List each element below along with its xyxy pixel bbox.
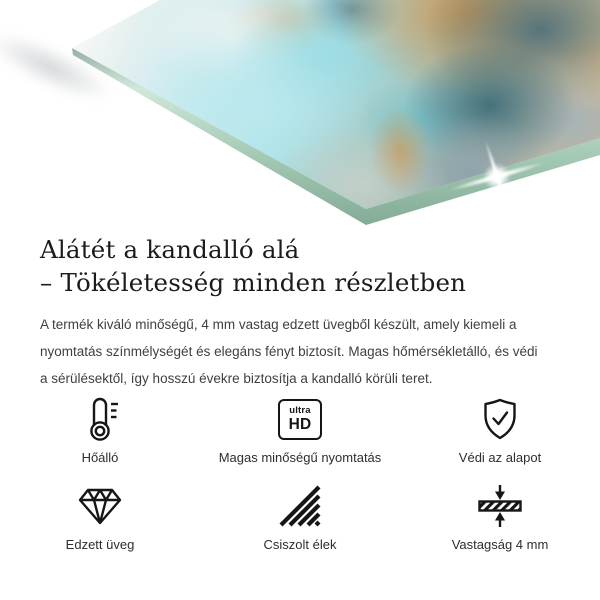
feature-label: Csiszolt élek [263,537,337,552]
shield-check-icon [480,394,520,444]
feature-label: Vastagság 4 mm [451,537,549,552]
thickness-icon [476,481,524,531]
product-description: A termék kiváló minőségű, 4 mm vastag edzett üvegből készült, amely kiemeli a nyomtatás színmélységét és elegáns fényt biztosít. Magas hőmérsékletálló, és védi a sérülésektől, így hosszú évekre biztosítja a kandalló körüli teret. [40,317,538,386]
feature-label: Védi az alapot [458,450,542,465]
feature-grid [0,394,600,552]
thermometer-icon [78,394,122,444]
feature-tempered-glass [0,481,200,552]
product-photo [0,0,600,232]
page-title [40,233,466,299]
glass-art-surface [0,0,600,232]
page-title-line1: Alátét a kandalló alá [40,235,300,264]
diamond-icon [77,481,123,531]
feature-heat-resistant [0,394,200,465]
feature-thickness [400,481,600,552]
feature-label: Magas minőségű nyomtatás [218,450,382,465]
ultra-hd-icon: ultra HD [278,394,322,444]
beveled-edges-icon [278,481,322,531]
feature-print-quality [200,394,400,465]
feature-protects-base [400,394,600,465]
feature-label: Edzett üveg [65,537,135,552]
feature-polished-edges [200,481,400,552]
feature-label: Hőálló [81,450,119,465]
page-title-line2: – Tökéletesség minden részletben [40,268,467,297]
